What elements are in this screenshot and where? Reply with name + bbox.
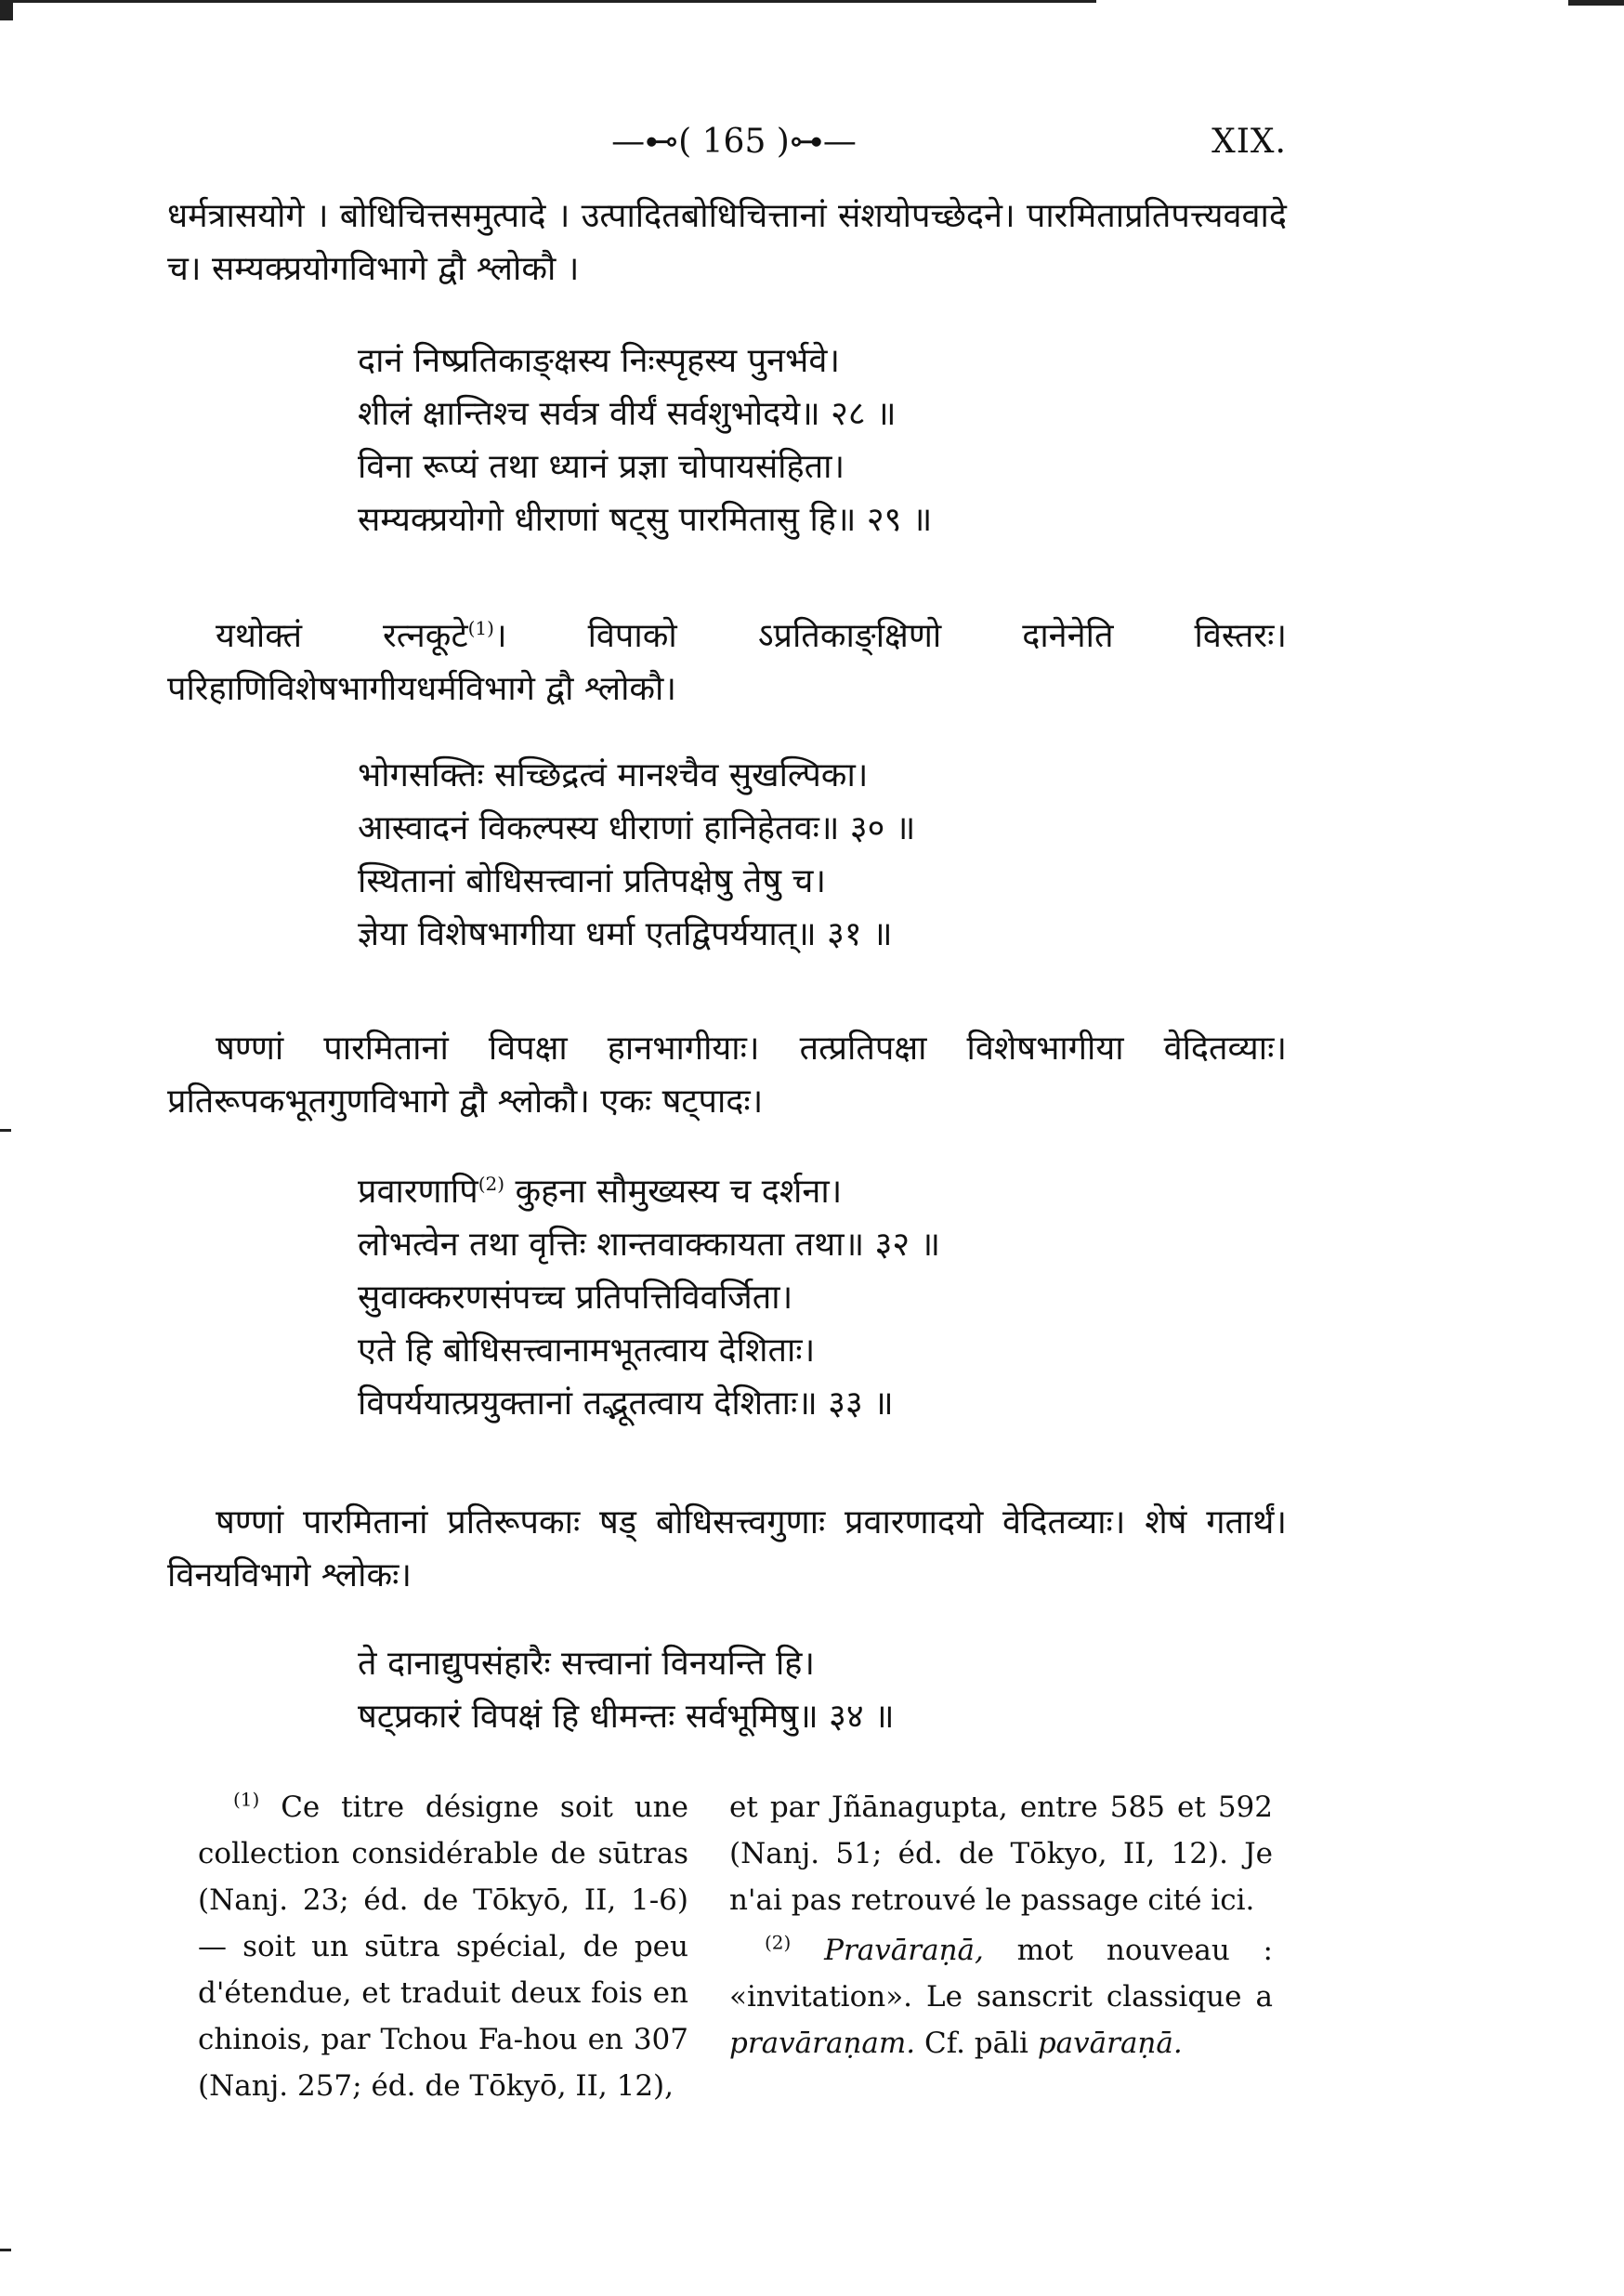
verse-line: स्थितानां बोधिसत्त्वानां प्रतिपक्षेषु तेषु च। [358,862,826,900]
verse-line: प्रवारणापि$^{(2)}$ कुहना सौमुख्यस्य च दर्शना। [358,1173,843,1211]
footnote-column-right [729,1784,1273,2066]
footnote-marker: (2) [765,1931,792,1954]
verse-line: ज्ञेया विशेषभागीया धर्मा एतद्विपर्ययात्॥ ३१ ॥ [358,915,893,953]
verse-line: सुवाक्करणसंपच्च प्रतिपत्तिविवर्जिता। [358,1279,793,1317]
verse-line: षट्प्रकारं विपक्षं हि धीमन्तः सर्वभूमिषु॥ ३४ ॥ [358,1698,895,1736]
page-number: —⊷( 165 )⊶— [611,123,857,161]
paragraph-2: यथोक्तं रत्नकूटे$^{(1)}$। विपाको ऽप्रतिकाङ्क्षिणो दानेनेति विस्तरः। परिहाणिविशेषभागीयधर्मविभागे द्वौ श्लोकौ। [167,617,1287,708]
margin-tick [0,1129,11,1132]
verse-line: विना रूप्यं तथा ध्यानं प्रज्ञा चोपायसंहिता। [358,448,845,486]
verse-30-31 [358,749,1287,961]
signature-mark: XIX. [1211,123,1287,161]
footnote-1-continued: et par Jñānagupta, entre 585 et 592 (Nanj. 51; éd. de Tōkyo, II, 12). Je n'ai pas retrouvé le passage cité ici. [729,1791,1273,1917]
page-corner-mark [0,0,13,20]
paragraph-4: षण्णां पारमितानां प्रतिरूपकाः षड् बोधिसत्त्वगुणाः प्रवारणादयो वेदितव्याः। शेषं गतार्थं। विनयविभागे श्लोकः। [167,1503,1287,1594]
paragraph-3: षण्णां पारमितानां विपक्षा हानभागीयाः। तत्प्रतिपक्षा विशेषभागीया वेदितव्याः। प्रतिरूपकभूतगुणविभागे द्वौ श्लोकौ। एकः षट्पादः। [167,1030,1287,1121]
verse-line: विपर्ययात्प्रयुक्तानां तद्भूतत्वाय देशिताः॥ ३३ ॥ [358,1384,894,1423]
footnote-1: $^{(1)}$ Ce titre désigne soit une collection considérable de sūtras (Nanj. 23; éd. de Tōkyō, II, 1-6) — soit un sūtra spécial, de peu d'étendue, et traduit deux fois en chinois, par Tchou Fa-hou en 307 (Nanj. 257; éd. de Tōkyō, II, 12), [198,1788,688,2103]
verse-line: दानं निष्प्रतिकाङ्क्षस्य निःस्पृहस्य पुनर्भवे। [358,342,840,380]
paragraph-1: धर्मत्रासयोगे । बोधिचित्तसमुत्पादे । उत्पादितबोधिचित्तानां संशयोपच्छेदने। पारमिताप्रतिपत्त्यववादे च। सम्यक्प्रयोगविभागे द्वौ श्लोकौ । [167,197,1287,288]
verse-line: लोभत्वेन तथा वृत्तिः शान्तवाक्कायता तथा॥ ३२ ॥ [358,1226,941,1264]
verse-line: एते हि बोधिसत्त्वानामभूतत्वाय देशिताः। [358,1332,816,1370]
verse-line: भोगसक्तिः सच्छिद्रत्वं मानश्चैव सुखल्पिका। [358,756,869,794]
verse-32-33 [358,1165,1287,1430]
footnote-2: $^{(2)}$ Pravāraṇā, mot nouveau : «invitation». Le sanscrit classique a pravāraṇam. Cf. pāli pavāraṇā. [729,1931,1273,2060]
verse-line: शीलं क्षान्तिश्च सर्वत्र वीर्यं सर्वशुभोदये॥ २८ ॥ [358,395,897,433]
margin-tick [0,2249,11,2251]
footnote-ref-1: (1) [467,617,494,639]
page-edge [0,0,1624,6]
verse-28-29 [358,335,1287,546]
verse-line: आस्वादनं विकल्पस्य धीराणां हानिहेतवः॥ ३० ॥ [358,809,916,847]
verse-line: ते दानाद्युपसंहारैः सत्त्वानां विनयन्ति हि। [358,1645,816,1683]
footnote-marker: (1) [233,1788,260,1811]
verse-line: सम्यक्प्रयोगो धीराणां षट्सु पारमितासु हि॥ २९ ॥ [358,501,933,539]
running-header [167,123,1287,169]
footnote-ref-2: (2) [478,1173,505,1195]
verse-34 [358,1637,1287,1743]
